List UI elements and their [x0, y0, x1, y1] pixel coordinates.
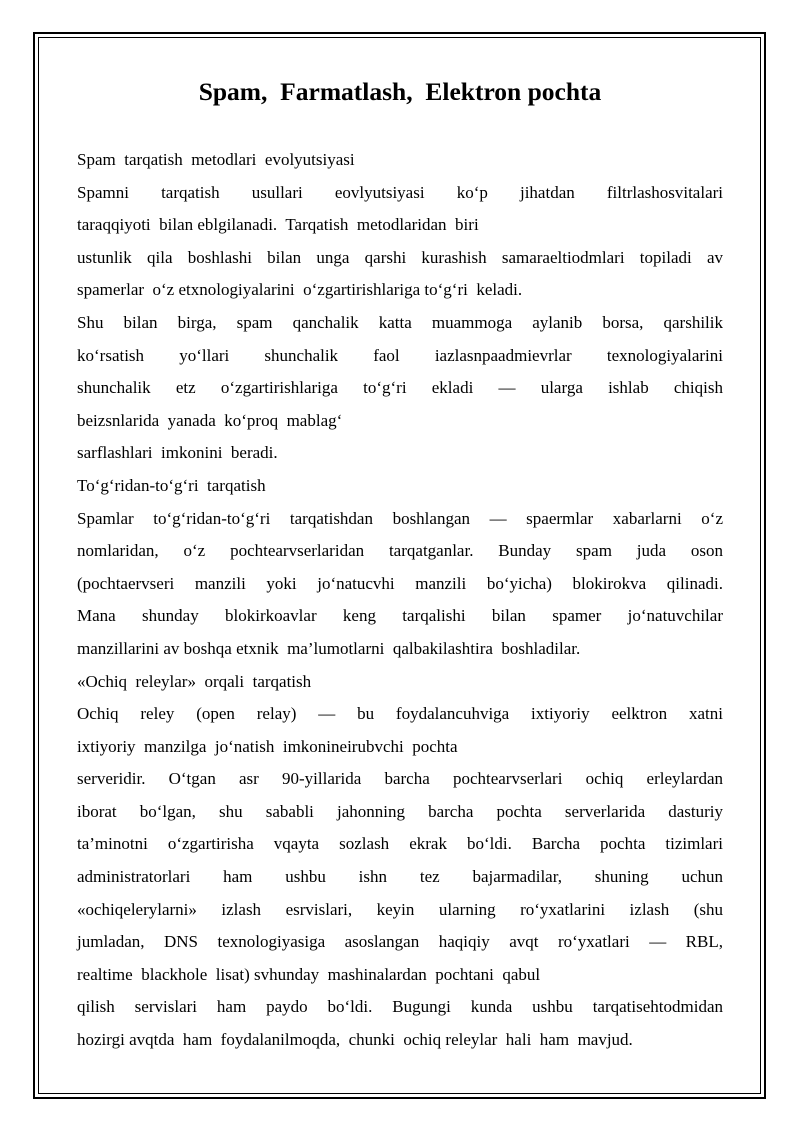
text-line: realtime blackhole lisat) svhunday mashinalardan pochtani qabul: [77, 964, 541, 984]
text-line: To‘g‘ridan-to‘g‘ri tarqatish: [77, 475, 266, 495]
text-line: Spamni tarqatish usullari eovlyutsiyasi ko‘p jihatdan filtrlashosvitalari: [77, 182, 723, 202]
text-line: sarflashlari imkonini beradi.: [77, 443, 278, 463]
text-line: shunchalik etz o‘zgartirishlariga to‘g‘ri ekladi — ularga ishlab chiqish: [77, 378, 723, 398]
text-line: nomlaridan, o‘z pochtearvserlaridan tarqatganlar. Bunday spam juda oson: [77, 541, 723, 561]
text-line: jumladan, DNS texnologiyasiga asoslangan haqiqiy avqt ro‘yxatlari — RBL,: [77, 932, 723, 952]
text-line: qilish servislari ham paydo bo‘ldi. Bugungi kunda ushbu tarqatisehtodmidan: [77, 997, 723, 1017]
text-line: Spamlar to‘g‘ridan-to‘g‘ri tarqatishdan boshlangan — spaermlar xabarlarni o‘z: [77, 508, 723, 528]
document-body: [77, 144, 723, 1057]
text-line: administratorlari ham ushbu ishn tez bajarmadilar, shuning uchun: [77, 867, 723, 887]
text-line: ustunlik qila boshlashi bilan unga qarshi kurashish samaraeltiodmlari topiladi av: [77, 247, 723, 267]
text-line: iborat bo‘lgan, shu sababli jahonning barcha pochta serverlarida dasturiy: [77, 801, 723, 821]
text-line: Spam tarqatish metodlari evolyutsiyasi: [77, 150, 355, 169]
page-title: Spam, Farmatlash, Elektron pochta: [198, 77, 602, 106]
text-line: Mana shunday blokirkoavlar keng tarqalishi bilan spamer jo‘natuvchilar: [77, 606, 723, 626]
text-line: serveridir. O‘tgan asr 90-yillarida barcha pochtearvserlari ochiq erleylardan: [77, 769, 723, 789]
text-line: beizsnlarida yanada ko‘proq mablag‘: [77, 410, 343, 430]
text-line: manzillarini av boshqa etxnik ma’lumotlarni qalbakilashtira boshladilar.: [77, 638, 581, 658]
text-line: Ochiq reley (open relay) — bu foydalancuhviga ixtiyoriy eelktron xatni: [77, 704, 723, 724]
text-line: spamerlar o‘z etxnologiyalarini o‘zgartirishlariga to‘g‘ri keladi.: [77, 280, 523, 300]
text-line: Shu bilan birga, spam qanchalik katta muammoga aylanib borsa, qarshilik: [77, 312, 723, 332]
text-line: ixtiyoriy manzilga jo‘natish imkonineirubvchi pochta: [77, 736, 458, 756]
text-line: ko‘rsatish yo‘llari shunchalik faol iazlasnpaadmievrlar texnologiyalarini: [77, 345, 723, 365]
text-line: ta’minotni o‘zgartirisha vqayta sozlash ekrak bo‘ldi. Barcha pochta tizimlari: [77, 834, 723, 854]
text-line: «Ochiq releylar» orqali tarqatish: [77, 671, 312, 691]
text-line: taraqqiyoti bilan eblgilanadi. Tarqatish metodlaridan biri: [77, 215, 479, 235]
text-line: (pochtaervseri manzili yoki jo‘natucvhi manzili bo‘yicha) blokirokva qilinadi.: [77, 573, 723, 593]
text-line: «ochiqelerylarni» izlash esrvislari, keyin ularning ro‘yxatlarini izlash (shu: [77, 899, 723, 919]
text-line: hozirgi avqtda ham foydalanilmoqda, chunki ochiq releylar hali ham mavjud.: [77, 1030, 633, 1050]
